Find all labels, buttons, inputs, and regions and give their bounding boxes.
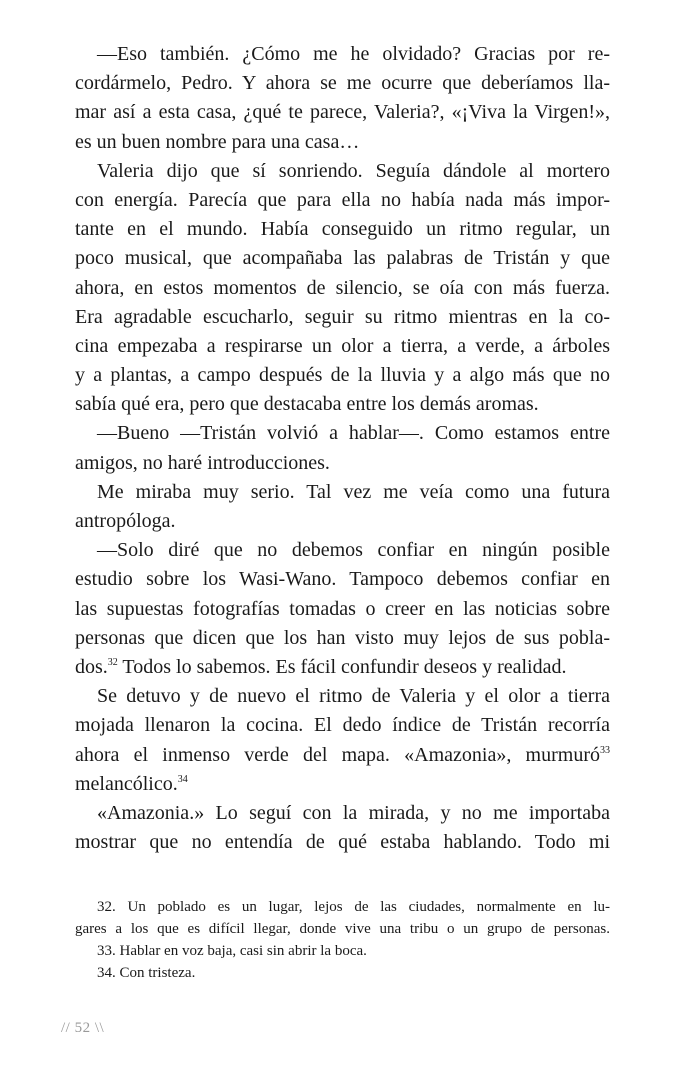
- footnote-line: [75, 896, 610, 918]
- text-line: [75, 478, 610, 507]
- text-line: [75, 69, 610, 98]
- text-line: [75, 770, 610, 799]
- footnote-line: [75, 918, 610, 940]
- text-line: [75, 98, 610, 127]
- text-line-text: mojada llenaron la cocina. El dedo índice de Tristán recorría: [75, 714, 610, 737]
- footnotes: [75, 896, 610, 984]
- text-line-text: melancólico.: [75, 772, 178, 795]
- text-line: [75, 128, 610, 157]
- text-line: [75, 624, 610, 653]
- text-line: [75, 40, 610, 69]
- text-line-text: cina empezaba a respirarse un olor a tierra, a verde, a árboles: [75, 334, 610, 357]
- footnote-line-text: 34. Con tristeza.: [97, 965, 196, 981]
- text-line: [75, 274, 610, 303]
- text-line-text: antropóloga.: [75, 510, 176, 532]
- footnote-line-text: 33. Hablar en voz baja, casi sin abrir la boca.: [97, 943, 367, 959]
- text-line: [75, 361, 610, 390]
- footnote-line: [75, 962, 610, 984]
- text-line: [75, 215, 610, 244]
- footnote-reference: 34: [177, 773, 188, 785]
- body-text: [75, 40, 610, 857]
- text-line-text: mar así a esta casa, ¿qué te parece, Valeria?, «¡Viva la Virgen!»,: [75, 101, 610, 124]
- text-line: [75, 595, 610, 624]
- page-number: // 52 \\: [61, 1020, 105, 1036]
- text-line-text-continued: Todos lo sabemos. Es fácil confundir deseos y realidad.: [117, 655, 567, 678]
- text-line: [75, 507, 610, 536]
- text-line: [75, 711, 610, 740]
- text-line-text: Se detuvo y de nuevo el ritmo de Valeria y el olor a tierra: [97, 685, 610, 708]
- text-line-text: —Solo diré que no debemos confiar en ningún posible: [97, 539, 610, 562]
- footnote-line-text: gares a los que es difícil llegar, donde vive una tribu o un grupo de personas.: [75, 921, 610, 937]
- text-line-text: Me miraba muy serio. Tal vez me veía como una futura: [97, 480, 610, 503]
- text-line: [75, 799, 610, 828]
- text-line: [75, 653, 610, 682]
- footnote-line-text: 32. Un poblado es un lugar, lejos de las ciudades, normalmente en lu-: [97, 899, 610, 915]
- text-line-text: dos.: [75, 655, 108, 678]
- text-line-text: —Eso también. ¿Cómo me he olvidado? Gracias por re-: [97, 43, 610, 65]
- text-line: [75, 244, 610, 273]
- text-line-text: con energía. Parecía que para ella no había nada más impor-: [75, 188, 610, 211]
- footnote-reference: 32: [107, 656, 118, 668]
- text-line: [75, 419, 610, 448]
- text-line-text: amigos, no haré introducciones.: [75, 451, 330, 474]
- text-line: [75, 536, 610, 565]
- text-line-text: Era agradable escucharlo, seguir su ritmo mientras en la co-: [75, 305, 610, 328]
- text-line: [75, 565, 610, 594]
- text-line: [75, 390, 610, 419]
- text-line: [75, 741, 610, 770]
- text-line-text: personas que dicen que los han visto muy lejos de sus pobla-: [75, 626, 610, 649]
- text-line: [75, 682, 610, 711]
- text-line-text: ahora el inmenso verde del mapa. «Amazonia», murmuró: [75, 743, 600, 766]
- text-line: [75, 332, 610, 361]
- text-line-text: las supuestas fotografías tomadas o creer en las noticias sobre: [75, 597, 610, 620]
- text-line-text: cordármelo, Pedro. Y ahora se me ocurre que deberíamos lla-: [75, 72, 610, 95]
- text-line-text: —Bueno —Tristán volvió a hablar—. Como estamos entre: [97, 422, 610, 445]
- text-line-text: es un buen nombre para una casa…: [75, 130, 360, 153]
- text-line-text: sabía qué era, pero que destacaba entre los demás aromas.: [75, 393, 539, 416]
- text-line-text: y a plantas, a campo después de la lluvia y a algo más que no: [75, 364, 610, 387]
- text-line-text: «Amazonia.» Lo seguí con la mirada, y no me importaba: [97, 801, 610, 824]
- text-line-text: ahora, en estos momentos de silencio, se oía con más fuerza.: [75, 276, 610, 299]
- text-line-text: mostrar que no entendía de qué estaba hablando. Todo mi: [75, 831, 610, 854]
- text-line-text: Valeria dijo que sí sonriendo. Seguía dándole al mortero: [97, 159, 610, 182]
- text-line-text: tante en el mundo. Había conseguido un ritmo regular, un: [75, 218, 610, 241]
- text-line: [75, 186, 610, 215]
- text-line-text: estudio sobre los Wasi-Wano. Tampoco debemos confiar en: [75, 568, 610, 591]
- footnote-reference: 33: [600, 744, 610, 756]
- text-line: [75, 303, 610, 332]
- text-line: [75, 828, 610, 857]
- text-line: [75, 157, 610, 186]
- text-line-text: poco musical, que acompañaba las palabras de Tristán y que: [75, 247, 610, 270]
- text-line: [75, 449, 610, 478]
- footnote-line: [75, 940, 610, 962]
